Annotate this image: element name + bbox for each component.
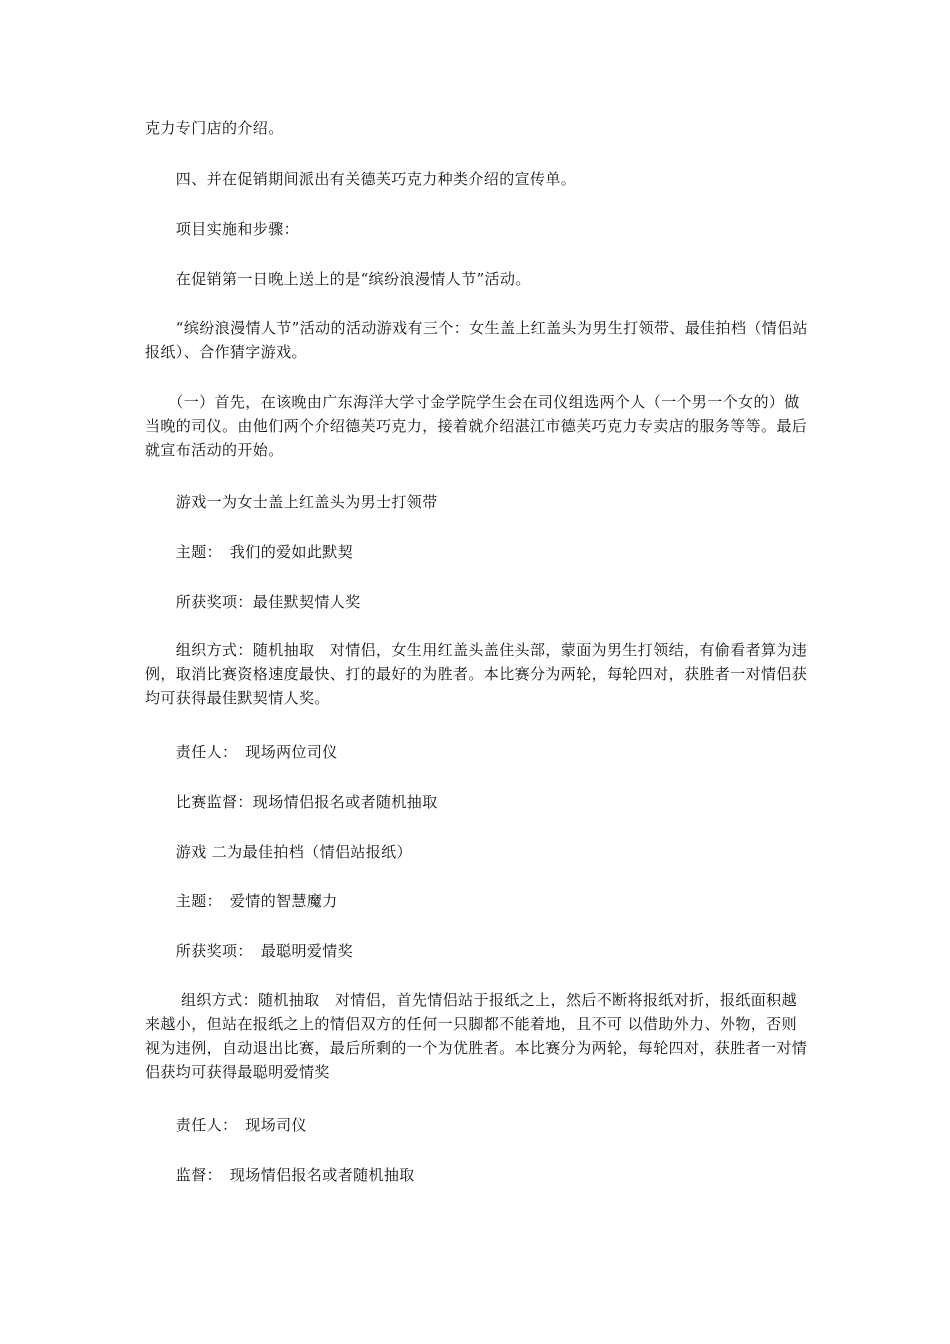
paragraph-game-two-award: 所获奖项： 最聪明爱情奖 [145, 942, 354, 960]
paragraph-game-one-rules: 组织方式：随机抽取 对情侣，女生用红盖头盖住头部，蒙面为男生打领结，有偷看者算为违例，取消比赛资格速度最快、打的最好的为胜者。本比赛分为两轮，每轮四对，获胜者一对情侣获均可获得最佳默契情人奖。 [145, 641, 808, 707]
paragraph-game-two-supervision: 监督： 现场情侣报名或者随机抽取 [145, 1166, 415, 1184]
paragraph-event-games: “缤纷浪漫情人节”活动的活动游戏有三个：女生盖上红盖头为男生打领带、最佳拍档（情侣站报纸）、合作猜字游戏。 [145, 319, 808, 361]
paragraph-intro-continuation: 克力专门店的介绍。 [145, 119, 284, 137]
paragraph-game-two-theme: 主题： 爱情的智慧魔力 [145, 892, 338, 910]
paragraph-game-one-responsible: 责任人： 现场两位司仪 [145, 743, 338, 761]
paragraph-game-two-title: 游戏 二为最佳拍档（情侣站报纸） [145, 843, 412, 861]
paragraph-game-one-award: 所获奖项：最佳默契情人奖 [145, 593, 361, 611]
paragraph-implementation-heading: 项目实施和步骤： [145, 220, 300, 238]
paragraph-host-intro: （一）首先，在该晚由广东海洋大学寸金学院学生会在司仪组选两个人（一个男一个女的）做当晚的司仪。由他们两个介绍德芙巧克力，接着就介绍湛江市德芙巧克力专卖店的服务等等。最后就宣布活动的开始。 [145, 393, 808, 459]
paragraph-promo-flyers: 四、并在促销期间派出有关德芙巧克力种类介绍的宣传单。 [145, 170, 577, 188]
paragraph-game-two-rules: 组织方式：随机抽取 对情侣，首先情侣站于报纸之上，然后不断将报纸对折，报纸面积越来越小，但站在报纸之上的情侣双方的任何一只脚都不能着地，且不可 以借助外力、外物，否则视为违例，自动退出比赛，最后所剩的一个为优胜者。本比赛分为两轮，每轮四对，获胜者一对情侣获均可获得最聪明爱情奖 [145, 991, 808, 1081]
paragraph-game-two-responsible: 责任人： 现场司仪 [145, 1116, 307, 1134]
paragraph-game-one-title: 游戏一为女士盖上红盖头为男士打领带 [145, 493, 438, 511]
paragraph-game-one-supervision: 比赛监督：现场情侣报名或者随机抽取 [145, 793, 438, 811]
paragraph-first-night-event: 在促销第一日晚上送上的是“缤纷浪漫情人节”活动。 [145, 270, 531, 288]
paragraph-game-one-theme: 主题： 我们的爱如此默契 [145, 543, 354, 561]
